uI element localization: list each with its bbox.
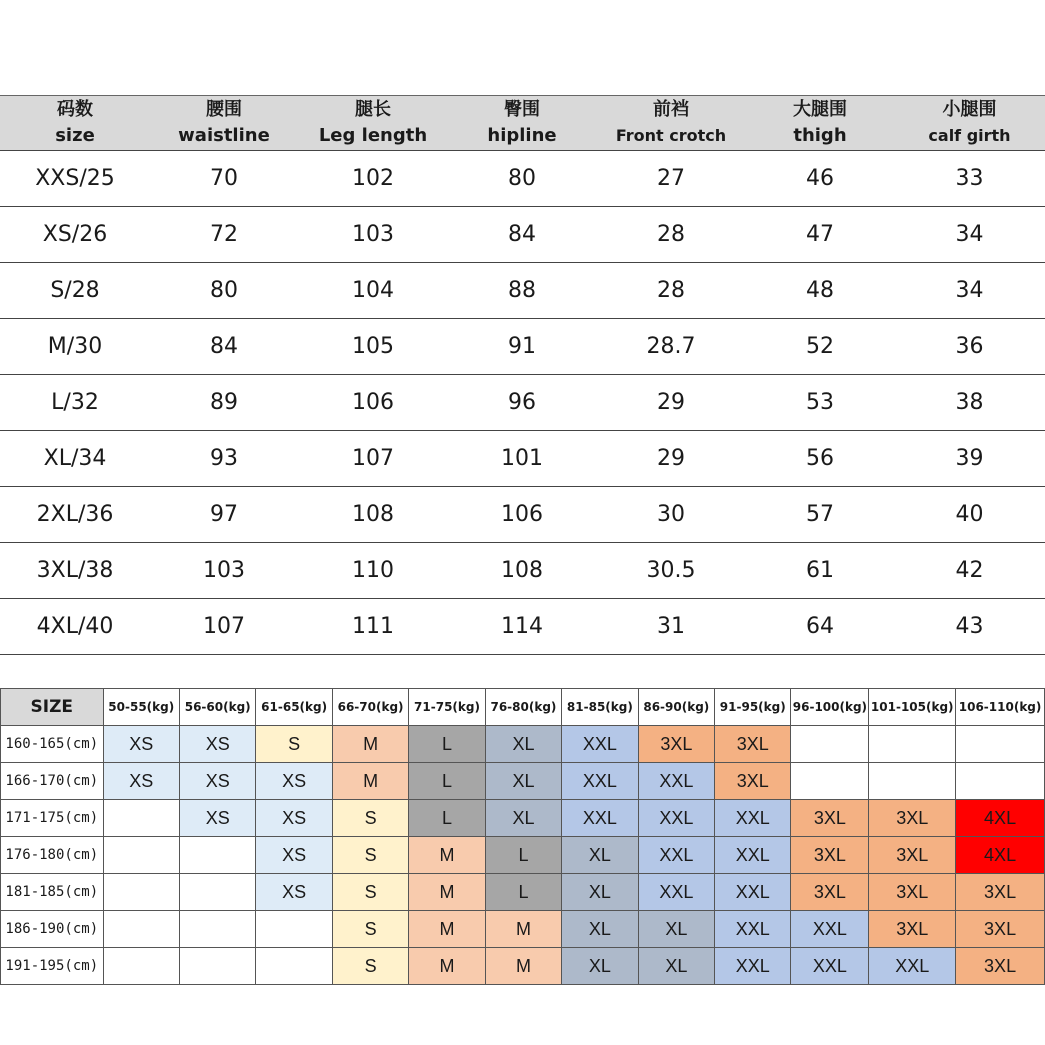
measurement-cell: 103: [352, 222, 394, 247]
measurement-cell: 88: [508, 278, 536, 303]
size-cell: XS: [103, 763, 179, 800]
size-cell: XXL: [715, 948, 791, 985]
measurement-cell: 47: [806, 222, 834, 247]
size-cell: 3XL: [956, 911, 1045, 948]
weight-header-row: [1, 689, 1045, 726]
size-cell: L: [485, 874, 561, 911]
header-en-label: calf girth: [928, 126, 1011, 145]
measurement-cell: 34: [955, 278, 984, 303]
measurement-row: [0, 543, 1045, 599]
size-cell: 3XL: [869, 800, 956, 837]
size-cell: L: [409, 763, 485, 800]
size-cell: XL: [638, 911, 714, 948]
height-header-cell: 171-175(cm): [1, 800, 104, 837]
measurement-cell: 114: [501, 614, 543, 639]
measurement-cell: 33: [955, 166, 984, 191]
measurement-row: [0, 599, 1045, 655]
measurement-cell: 30.5: [646, 558, 696, 583]
height-header-cell: 191-195(cm): [1, 948, 104, 985]
size-cell: 3XL: [869, 874, 956, 911]
measurement-cell: 29: [657, 390, 685, 415]
height-row: [1, 726, 1045, 763]
size-cell: XL: [485, 726, 561, 763]
size-cell: M: [332, 726, 408, 763]
measurement-cell: 34: [955, 222, 984, 247]
header-en-label: thigh: [793, 125, 847, 146]
measurement-cell: 46: [806, 166, 834, 191]
size-cell: XXL: [638, 800, 714, 837]
size-cell: 3XL: [869, 911, 956, 948]
size-cell: XS: [179, 763, 255, 800]
size-cell: XXL: [562, 763, 638, 800]
size-cell: XXL: [715, 800, 791, 837]
size-cell: XL: [562, 948, 638, 985]
size-cell: [256, 911, 332, 948]
header-hipline: [448, 96, 596, 150]
measurement-cell: 96: [508, 390, 536, 415]
height-header-cell: 181-185(cm): [1, 874, 104, 911]
measurement-table: [0, 95, 1045, 655]
size-cell: XXL: [715, 911, 791, 948]
measurement-header-row: [0, 95, 1045, 151]
size-cell: M: [409, 874, 485, 911]
header-en-label: waistline: [178, 125, 270, 146]
measurement-cell: 57: [806, 502, 834, 527]
measurement-row: [0, 151, 1045, 207]
size-cell: XXL: [638, 874, 714, 911]
size-label-cell: XXS/25: [35, 166, 115, 191]
size-cell: S: [332, 874, 408, 911]
header-front-crotch: [596, 96, 746, 150]
header-thigh: [746, 96, 894, 150]
size-cell: 3XL: [869, 837, 956, 874]
header-size: [0, 96, 150, 150]
size-cell: 3XL: [956, 948, 1045, 985]
measurement-cell: 40: [955, 502, 984, 527]
measurement-cell: 103: [203, 558, 245, 583]
size-cell: 3XL: [791, 800, 869, 837]
weight-header-cell: 76-80(kg): [485, 689, 561, 726]
size-label-cell: XL/34: [43, 446, 107, 471]
size-label-cell: 3XL/38: [36, 558, 114, 583]
height-header-cell: 160-165(cm): [1, 726, 104, 763]
measurement-cell: 80: [508, 166, 536, 191]
size-cell: S: [256, 726, 332, 763]
measurement-cell: 56: [806, 446, 834, 471]
header-cn-label: 腿长: [355, 99, 391, 120]
size-cell: [956, 763, 1045, 800]
size-cell: XXL: [715, 874, 791, 911]
measurement-row: [0, 207, 1045, 263]
measurement-cell: 31: [657, 614, 685, 639]
weight-header-cell: 61-65(kg): [256, 689, 332, 726]
weight-header-cell: 86-90(kg): [638, 689, 714, 726]
height-row: [1, 763, 1045, 800]
size-cell: XL: [562, 837, 638, 874]
size-cell: 4XL: [956, 837, 1045, 874]
header-cn-label: 前裆: [653, 99, 689, 120]
measurement-cell: 72: [210, 222, 238, 247]
size-cell: XS: [103, 726, 179, 763]
measurement-cell: 97: [210, 502, 238, 527]
size-cell: S: [332, 800, 408, 837]
size-cell: [103, 874, 179, 911]
header-en-label: Leg length: [318, 125, 428, 146]
height-header-cell: 166-170(cm): [1, 763, 104, 800]
weight-header-cell: 91-95(kg): [715, 689, 791, 726]
measurement-cell: 42: [955, 558, 984, 583]
measurement-cell: 89: [210, 390, 238, 415]
size-cell: 3XL: [791, 837, 869, 874]
size-cell: [179, 837, 255, 874]
size-label-cell: M/30: [47, 334, 103, 359]
weight-header-cell: 56-60(kg): [179, 689, 255, 726]
size-label-cell: XS/26: [42, 222, 108, 247]
size-cell: 3XL: [715, 763, 791, 800]
height-row: [1, 837, 1045, 874]
size-cell: 4XL: [956, 800, 1045, 837]
measurement-cell: 105: [352, 334, 394, 359]
measurement-cell: 108: [352, 502, 394, 527]
size-cell: [103, 948, 179, 985]
size-cell: L: [409, 726, 485, 763]
measurement-cell: 104: [352, 278, 394, 303]
height-header-cell: 186-190(cm): [1, 911, 104, 948]
size-cell: M: [409, 948, 485, 985]
size-cell: XL: [485, 800, 561, 837]
measurement-cell: 101: [501, 446, 543, 471]
size-cell: M: [485, 911, 561, 948]
weight-header-cell: 101-105(kg): [869, 689, 956, 726]
size-cell: XL: [485, 763, 561, 800]
size-cell: XXL: [638, 763, 714, 800]
grid-body: [1, 726, 1045, 985]
size-label-cell: 4XL/40: [36, 614, 114, 639]
size-cell: S: [332, 911, 408, 948]
height-header-cell: 176-180(cm): [1, 837, 104, 874]
measurement-body: [0, 151, 1045, 655]
measurement-cell: 38: [955, 390, 984, 415]
size-cell: [103, 800, 179, 837]
weight-header-cell: 50-55(kg): [103, 689, 179, 726]
size-cell: [103, 837, 179, 874]
measurement-cell: 61: [806, 558, 834, 583]
measurement-cell: 91: [508, 334, 536, 359]
size-cell: [869, 726, 956, 763]
weight-header-cell: 81-85(kg): [562, 689, 638, 726]
size-cell: XXL: [791, 948, 869, 985]
measurement-cell: 110: [352, 558, 394, 583]
size-label-cell: 2XL/36: [36, 502, 114, 527]
header-en-label: Front crotch: [615, 126, 727, 145]
measurement-cell: 93: [210, 446, 238, 471]
measurement-cell: 106: [501, 502, 543, 527]
size-label-cell: L/32: [51, 390, 99, 415]
measurement-cell: 53: [806, 390, 834, 415]
header-waistline: [150, 96, 298, 150]
measurement-cell: 102: [352, 166, 394, 191]
size-recommendation-grid: [0, 688, 1045, 985]
size-cell: [179, 948, 255, 985]
measurement-cell: 64: [806, 614, 834, 639]
header-en-label: size: [55, 125, 95, 146]
height-row: [1, 874, 1045, 911]
measurement-cell: 39: [955, 446, 984, 471]
size-cell: XXL: [562, 726, 638, 763]
height-row: [1, 911, 1045, 948]
size-cell: 3XL: [638, 726, 714, 763]
weight-header-cell: 66-70(kg): [332, 689, 408, 726]
measurement-row: [0, 431, 1045, 487]
measurement-cell: 29: [657, 446, 685, 471]
size-cell: [179, 911, 255, 948]
size-cell: 3XL: [956, 874, 1045, 911]
size-cell: 3XL: [791, 874, 869, 911]
size-cell: [791, 763, 869, 800]
measurement-cell: 36: [955, 334, 984, 359]
size-cell: XS: [179, 800, 255, 837]
size-cell: 3XL: [715, 726, 791, 763]
measurement-row: [0, 487, 1045, 543]
measurement-cell: 27: [657, 166, 685, 191]
measurement-cell: 80: [210, 278, 238, 303]
header-en-label: hipline: [487, 125, 557, 146]
header-cn-label: 腰围: [206, 99, 242, 120]
size-label-cell: S/28: [50, 278, 100, 303]
size-corner-label: SIZE: [1, 689, 104, 726]
size-cell: XS: [179, 726, 255, 763]
size-cell: L: [409, 800, 485, 837]
size-cell: XL: [562, 911, 638, 948]
size-cell: [791, 726, 869, 763]
size-cell: XS: [256, 837, 332, 874]
measurement-row: [0, 319, 1045, 375]
header-cn-label: 臀围: [504, 99, 540, 120]
size-cell: L: [485, 837, 561, 874]
header-calf-girth: [894, 96, 1045, 150]
size-cell: S: [332, 837, 408, 874]
measurement-cell: 84: [210, 334, 238, 359]
height-row: [1, 800, 1045, 837]
size-cell: XL: [638, 948, 714, 985]
size-cell: XL: [562, 874, 638, 911]
size-cell: XXL: [791, 911, 869, 948]
header-cn-label: 码数: [57, 99, 93, 120]
size-cell: M: [409, 837, 485, 874]
size-cell: XXL: [715, 837, 791, 874]
measurement-cell: 28: [657, 222, 685, 247]
weight-header-cell: 71-75(kg): [409, 689, 485, 726]
measurement-cell: 52: [806, 334, 834, 359]
size-cell: [869, 763, 956, 800]
header-cn-label: 大腿围: [793, 99, 847, 120]
measurement-cell: 28: [657, 278, 685, 303]
size-cell: XXL: [869, 948, 956, 985]
measurement-cell: 108: [501, 558, 543, 583]
measurement-row: [0, 263, 1045, 319]
header-cn-label: 小腿围: [942, 99, 997, 120]
measurement-cell: 107: [352, 446, 394, 471]
size-cell: M: [409, 911, 485, 948]
size-cell: XS: [256, 874, 332, 911]
size-cell: [179, 874, 255, 911]
measurement-cell: 111: [352, 614, 394, 639]
size-cell: M: [485, 948, 561, 985]
measurement-row: [0, 375, 1045, 431]
measurement-cell: 43: [955, 614, 984, 639]
size-cell: S: [332, 948, 408, 985]
measurement-cell: 28.7: [646, 334, 696, 359]
size-cell: M: [332, 763, 408, 800]
size-cell: XXL: [638, 837, 714, 874]
measurement-cell: 106: [352, 390, 394, 415]
measurement-cell: 70: [210, 166, 238, 191]
size-cell: XS: [256, 800, 332, 837]
header-leg-length: [298, 96, 448, 150]
size-cell: [956, 726, 1045, 763]
size-cell: [103, 911, 179, 948]
weight-header-cell: 106-110(kg): [956, 689, 1045, 726]
measurement-cell: 84: [508, 222, 536, 247]
weight-header-cell: 96-100(kg): [791, 689, 869, 726]
measurement-cell: 107: [203, 614, 245, 639]
measurement-cell: 30: [657, 502, 685, 527]
size-cell: XXL: [562, 800, 638, 837]
measurement-cell: 48: [806, 278, 834, 303]
height-row: [1, 948, 1045, 985]
size-cell: [256, 948, 332, 985]
size-cell: XS: [256, 763, 332, 800]
